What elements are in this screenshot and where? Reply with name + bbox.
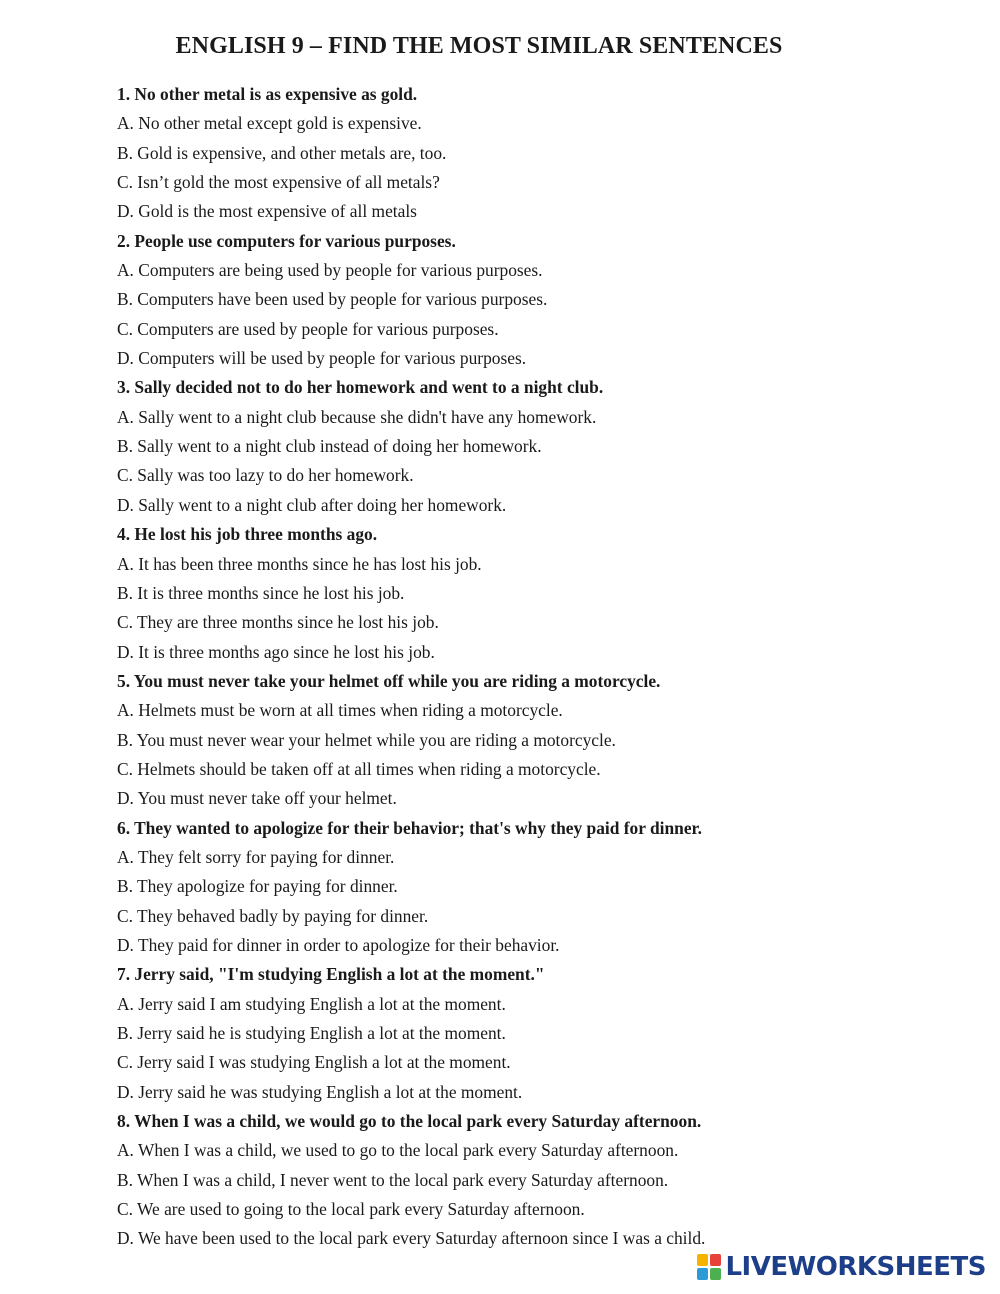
option-b[interactable]: B. When I was a child, I never went to the local park every Saturday afternoon.	[117, 1169, 669, 1190]
logo-text: LIVEWORKSHEETS	[725, 1252, 986, 1282]
liveworksheets-logo-icon	[697, 1254, 721, 1280]
question-6	[117, 814, 977, 961]
option-a[interactable]: A. Sally went to a night club because she didn't have any homework.	[117, 406, 597, 427]
option-c[interactable]: C. Isn’t gold the most expensive of all metals?	[117, 172, 440, 193]
option-a[interactable]: A. No other metal except gold is expensive.	[117, 113, 422, 134]
option-d[interactable]: D. They paid for dinner in order to apologize for their behavior.	[117, 934, 560, 955]
option-a[interactable]: A. Helmets must be worn at all times when riding a motorcycle.	[117, 700, 563, 721]
question-5	[117, 667, 977, 814]
option-a[interactable]: A. It has been three months since he has lost his job.	[117, 553, 482, 574]
option-b[interactable]: B. You must never wear your helmet while you are riding a motorcycle.	[117, 729, 616, 750]
option-a[interactable]: A. Computers are being used by people for various purposes.	[117, 260, 543, 281]
question-stem: 8. When I was a child, we would go to the local park every Saturday afternoon.	[117, 1111, 702, 1132]
question-stem: 4. He lost his job three months ago.	[117, 524, 378, 545]
option-d[interactable]: D. You must never take off your helmet.	[117, 788, 397, 809]
question-stem: 1. No other metal is as expensive as gold.	[117, 84, 418, 104]
option-a[interactable]: A. When I was a child, we used to go to the local park every Saturday afternoon.	[117, 1140, 679, 1161]
option-d[interactable]: D. We have been used to the local park every Saturday afternoon since I was a child.	[117, 1228, 706, 1249]
question-2	[117, 227, 977, 374]
question-1	[117, 80, 977, 227]
option-b[interactable]: B. It is three months since he lost his job.	[117, 582, 405, 603]
question-4	[117, 520, 977, 667]
option-c[interactable]: C. Computers are used by people for various purposes.	[117, 318, 499, 339]
option-c[interactable]: C. Helmets should be taken off at all times when riding a motorcycle.	[117, 758, 601, 779]
option-c[interactable]: C. Sally was too lazy to do her homework.	[117, 465, 414, 486]
question-stem: 5. You must never take your helmet off while you are riding a motorcycle.	[117, 670, 661, 691]
option-b[interactable]: B. They apologize for paying for dinner.	[117, 876, 398, 897]
liveworksheets-logo[interactable]	[697, 1252, 986, 1282]
option-c[interactable]: C. They behaved badly by paying for dinner.	[117, 905, 429, 926]
question-stem: 6. They wanted to apologize for their behavior; that's why they paid for dinner.	[117, 817, 703, 838]
option-c[interactable]: C. Jerry said I was studying English a lot at the moment.	[117, 1052, 511, 1073]
option-b[interactable]: B. Computers have been used by people for various purposes.	[117, 289, 548, 310]
page-title: ENGLISH 9 – FIND THE MOST SIMILAR SENTENCES	[175, 33, 783, 59]
question-list	[117, 80, 977, 1254]
option-d[interactable]: D. Gold is the most expensive of all metals	[117, 201, 417, 222]
question-3	[117, 373, 977, 520]
option-b[interactable]: B. Sally went to a night club instead of doing her homework.	[117, 436, 542, 457]
option-d[interactable]: D. It is three months ago since he lost his job.	[117, 641, 435, 662]
option-c[interactable]: C. They are three months since he lost his job.	[117, 612, 439, 633]
option-b[interactable]: B. Jerry said he is studying English a lot at the moment.	[117, 1023, 506, 1043]
option-d[interactable]: D. Sally went to a night club after doing her homework.	[117, 494, 507, 515]
question-stem: 7. Jerry said, "I'm studying English a lot at the moment."	[117, 964, 545, 985]
question-stem: 3. Sally decided not to do her homework and went to a night club.	[117, 377, 604, 398]
option-a[interactable]: A. They felt sorry for paying for dinner.	[117, 846, 395, 867]
option-d[interactable]: D. Jerry said he was studying English a lot at the moment.	[117, 1081, 523, 1102]
option-b[interactable]: B. Gold is expensive, and other metals are, too.	[117, 142, 447, 163]
question-7	[117, 960, 977, 1107]
option-d[interactable]: D. Computers will be used by people for various purposes.	[117, 348, 527, 369]
question-8	[117, 1107, 977, 1254]
option-c[interactable]: C. We are used to going to the local park every Saturday afternoon.	[117, 1199, 585, 1220]
question-stem: 2. People use computers for various purposes.	[117, 230, 456, 251]
option-a[interactable]: A. Jerry said I am studying English a lot at the moment.	[117, 993, 506, 1014]
